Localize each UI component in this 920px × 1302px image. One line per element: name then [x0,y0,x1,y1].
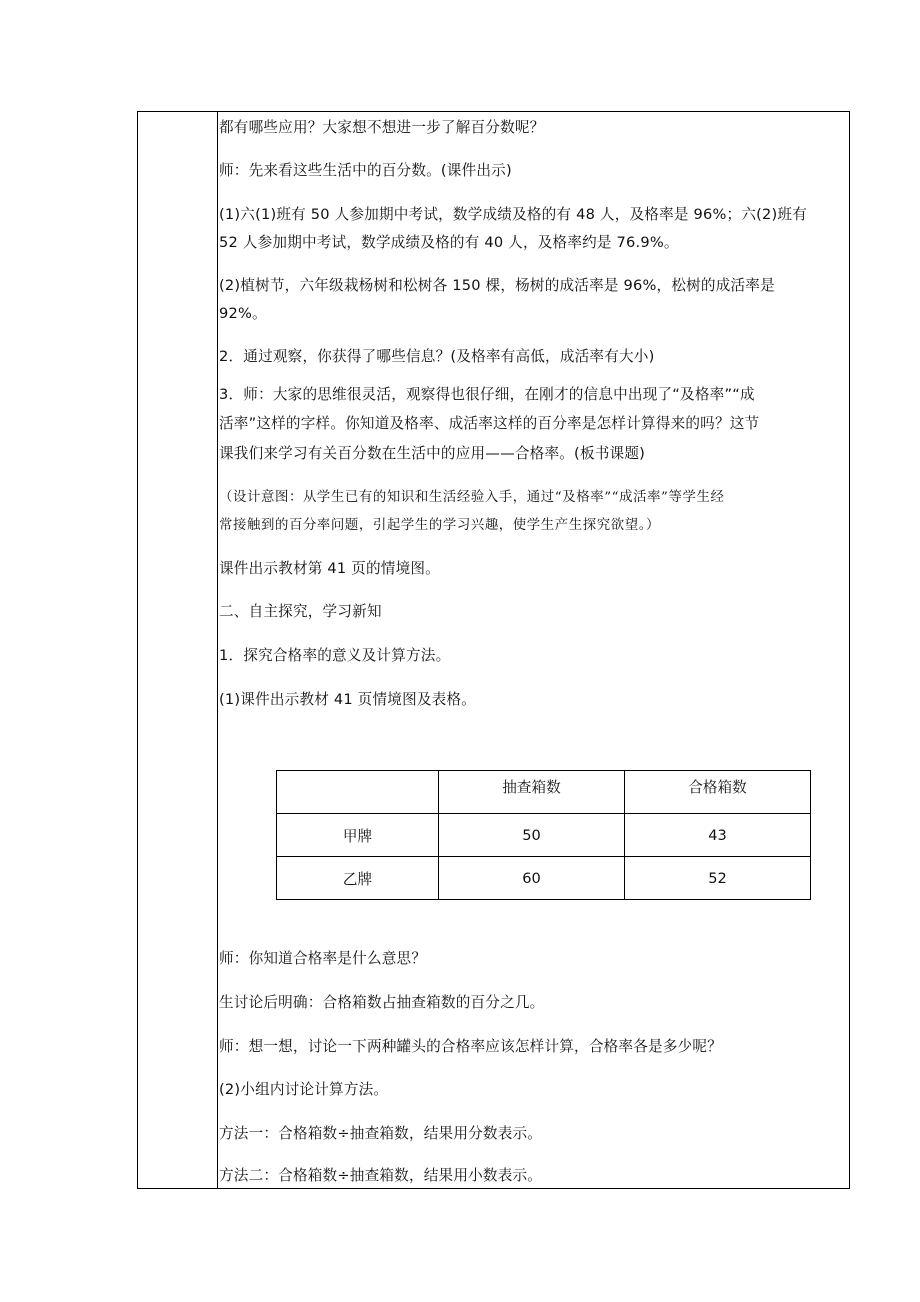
table-cell: 60 [439,857,625,900]
text-line: 课我们来学习有关百分数在生活中的应用——合格率。(板书课题) [219,445,646,462]
text-line: 都有哪些应用？大家想不想进一步了解百分数呢？ [219,119,545,136]
text-line: 师：先来看这些生活中的百分数。(课件出示) [219,162,512,179]
method-line: 方法二：合格箱数÷抽查箱数，结果用小数表示。 [219,1167,543,1184]
lesson-table-frame [137,111,850,1189]
table-cell: 乙牌 [277,857,439,900]
text-line: (2)植树节，六年级栽杨树和松树各 150 棵，杨树的成活率是 96%，松树的成活率是 [219,277,775,294]
text-line: (1)六(1)班有 50 人参加期中考试，数学成绩及格的有 48 人，及格率是 96%；六(2)班有 [219,206,808,223]
table-cell: 甲牌 [277,814,439,857]
design-intent-line: 常接触到的百分率问题，引起学生的学习兴趣，使学生产生探究欲望。） [219,518,660,533]
text-line: 活率”这样的字样。你知道及格率、成活率这样的百分率是怎样计算得来的吗？这节 [219,415,760,432]
table-cell: 50 [439,814,625,857]
table-cell: 43 [625,814,811,857]
table-row [277,857,811,900]
text-line: (1)课件出示教材 41 页情境图及表格。 [219,691,477,708]
text-line: 52 人参加期中考试，数学成绩及格的有 40 人，及格率约是 76.9%。 [219,234,679,251]
text-line: 1．探究合格率的意义及计算方法。 [219,647,451,664]
section-heading: 二、自主探究，学习新知 [219,603,382,620]
text-line: 92%。 [219,305,267,322]
inspection-table [276,770,811,900]
text-line: 课件出示教材第 41 页的情境图。 [219,560,440,577]
text-line: (2)小组内讨论计算方法。 [219,1081,389,1098]
table-header-cell: 抽查箱数 [439,771,625,814]
method-line: 方法一：合格箱数÷抽查箱数，结果用分数表示。 [219,1125,543,1142]
text-line: 师：你知道合格率是什么意思？ [219,950,427,967]
table-row [277,814,811,857]
text-line: 3．师：大家的思维很灵活，观察得也很仔细，在刚才的信息中出现了“及格率”“成 [219,386,755,403]
table-header-cell [277,771,439,814]
text-line: 生讨论后明确：合格箱数占抽查箱数的百分之几。 [219,994,545,1011]
table-cell: 52 [625,857,811,900]
text-line: 师：想一想，讨论一下两种罐头的合格率应该怎样计算，合格率各是多少呢？ [219,1038,722,1055]
table-header-cell: 合格箱数 [625,771,811,814]
column-divider [217,112,218,1188]
text-line: 2．通过观察，你获得了哪些信息？(及格率有高低，成活率有大小) [219,348,655,365]
design-intent-line: （设计意图：从学生已有的知识和生活经验入手，通过“及格率”“成活率”等学生经 [219,490,725,505]
table-header-row [277,771,811,814]
